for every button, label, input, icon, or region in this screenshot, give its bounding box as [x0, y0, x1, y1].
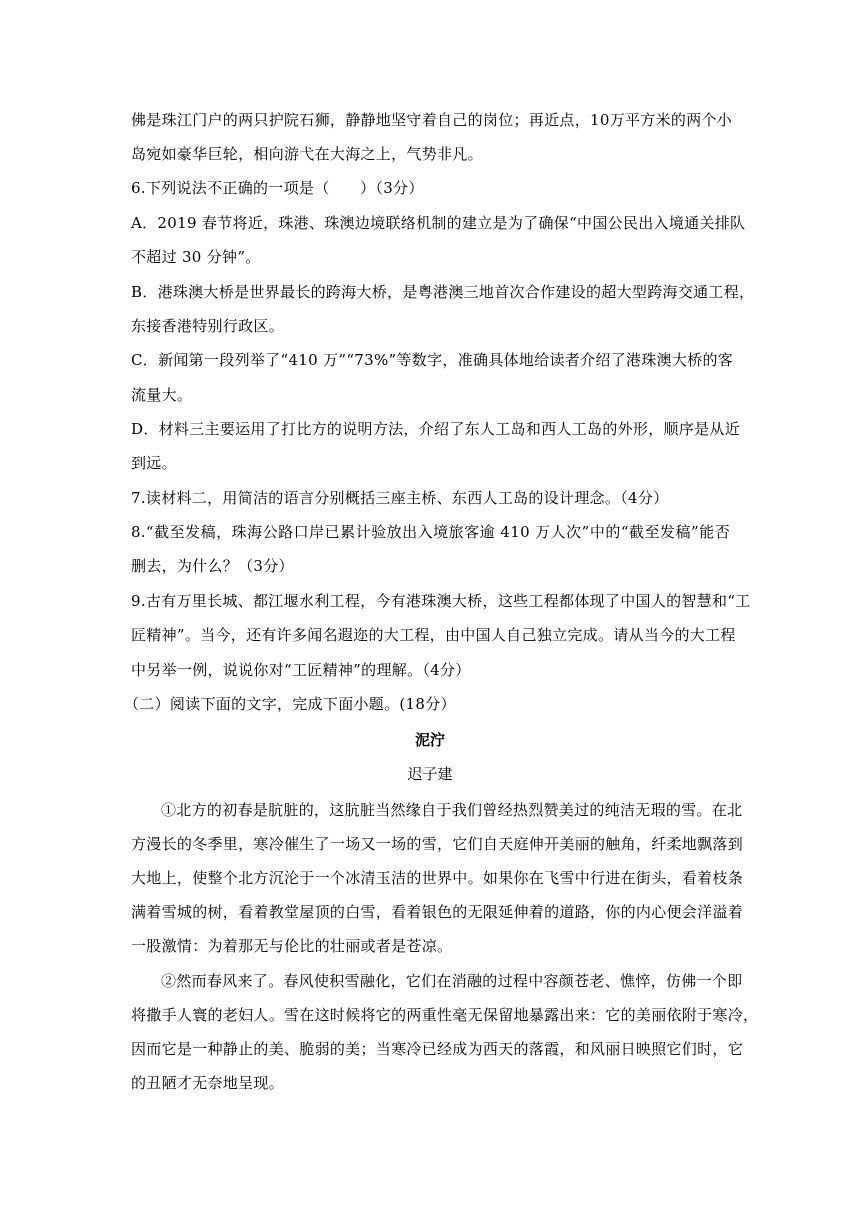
option-b-line: B．港珠澳大桥是世界最长的跨海大桥，是粤港澳三地首次合作建设的超大型跨海交通工程，	[131, 283, 755, 301]
question-9-line: 中另举一例，说说你对“工匠精神”的理解。（4分）	[131, 661, 471, 679]
question-7: 7.读材料二，用简洁的语言分别概括三座主桥、东西人工岛的设计理念。（4分）	[131, 489, 669, 507]
option-c-line: 流量大。	[131, 386, 193, 404]
option-c-line: C．新闻第一段列举了“410 万”“73%”等数字，准确具体地给读者介绍了港珠澳大桥的客	[131, 351, 734, 369]
option-d-line: 到远。	[131, 454, 177, 472]
question-8-line: 删去，为什么？（3分）	[131, 557, 294, 575]
article-paragraph-line: 方漫长的冬季里，寒冷催生了一场又一场的雪，它们自天庭伸开美丽的触角，纤柔地飘落到	[131, 835, 744, 853]
article-paragraph-line: 将撒手人寰的老妇人。雪在这时候将它的两重性毫无保留地暴露出来：它的美丽依附于寒冷，	[131, 1006, 759, 1024]
article-paragraph-line: 一股激情：为着那无与伦比的壮丽或者是苍凉。	[131, 937, 453, 955]
option-a-line: A．2019 春节将近，珠港、珠澳边境联络机制的建立是为了确保“中国公民出入境通关排队	[131, 214, 746, 232]
material-text-line: 岛宛如豪华巨轮，相向游弋在大海之上，气势非凡。	[131, 145, 483, 163]
question-9-line: 匠精神”。当今，还有许多闻名遐迩的大工程，由中国人自己独立完成。请从当今的大工程	[131, 626, 736, 644]
article-paragraph-line: ①北方的初春是肮脏的，这肮脏当然缘自于我们曾经热烈赞美过的纯洁无瑕的雪。在北	[161, 801, 743, 819]
option-a-line: 不超过 30 分钟”。	[131, 248, 261, 266]
article-paragraph-line: 大地上，使整个北方沉沦于一个冰清玉洁的世界中。如果你在飞雪中行进在街头，看着枝条	[131, 869, 744, 887]
question-8-line: 8.“截至发稿，珠海公路口岸已累计验放出入境旅客逾 410 万人次”中的“截至发稿”能否	[131, 523, 730, 541]
option-d-line: D．材料三主要运用了打比方的说明方法，介绍了东人工岛和西人工岛的外形，顺序是从近	[131, 420, 741, 438]
article-title: 泥泞	[414, 731, 445, 749]
section-heading: （二）阅读下面的文字，完成下面小题。(18分）	[124, 695, 456, 713]
article-paragraph-line: ②然而春风来了。春风使积雪融化，它们在消融的过程中容颜苍老、憔悴，仿佛一个即	[161, 972, 743, 990]
material-text-line: 佛是珠江门户的两只护院石狮，静静地坚守着自己的岗位；再近点，10万平方米的两个小	[131, 111, 733, 129]
question-9-line: 9.古有万里长城、都江堰水利工程，今有港珠澳大桥，这些工程都体现了中国人的智慧和“工	[131, 592, 751, 610]
article-paragraph-line: 的丑陋才无奈地呈现。	[131, 1074, 285, 1092]
option-b-line: 东接香港特别行政区。	[131, 317, 285, 335]
article-author: 迟子建	[407, 765, 453, 783]
question-6-stem: 6.下列说法不正确的一项是（ ）（3分）	[131, 179, 424, 197]
article-paragraph-line: 因而它是一种静止的美、脆弱的美；当寒冷已经成为西天的落霞，和风丽日映照它们时，它	[131, 1040, 744, 1058]
article-paragraph-line: 满着雪城的树，看着教堂屋顶的白雪，看着银色的无限延伸着的道路，你的内心便会洋溢着	[131, 903, 744, 921]
